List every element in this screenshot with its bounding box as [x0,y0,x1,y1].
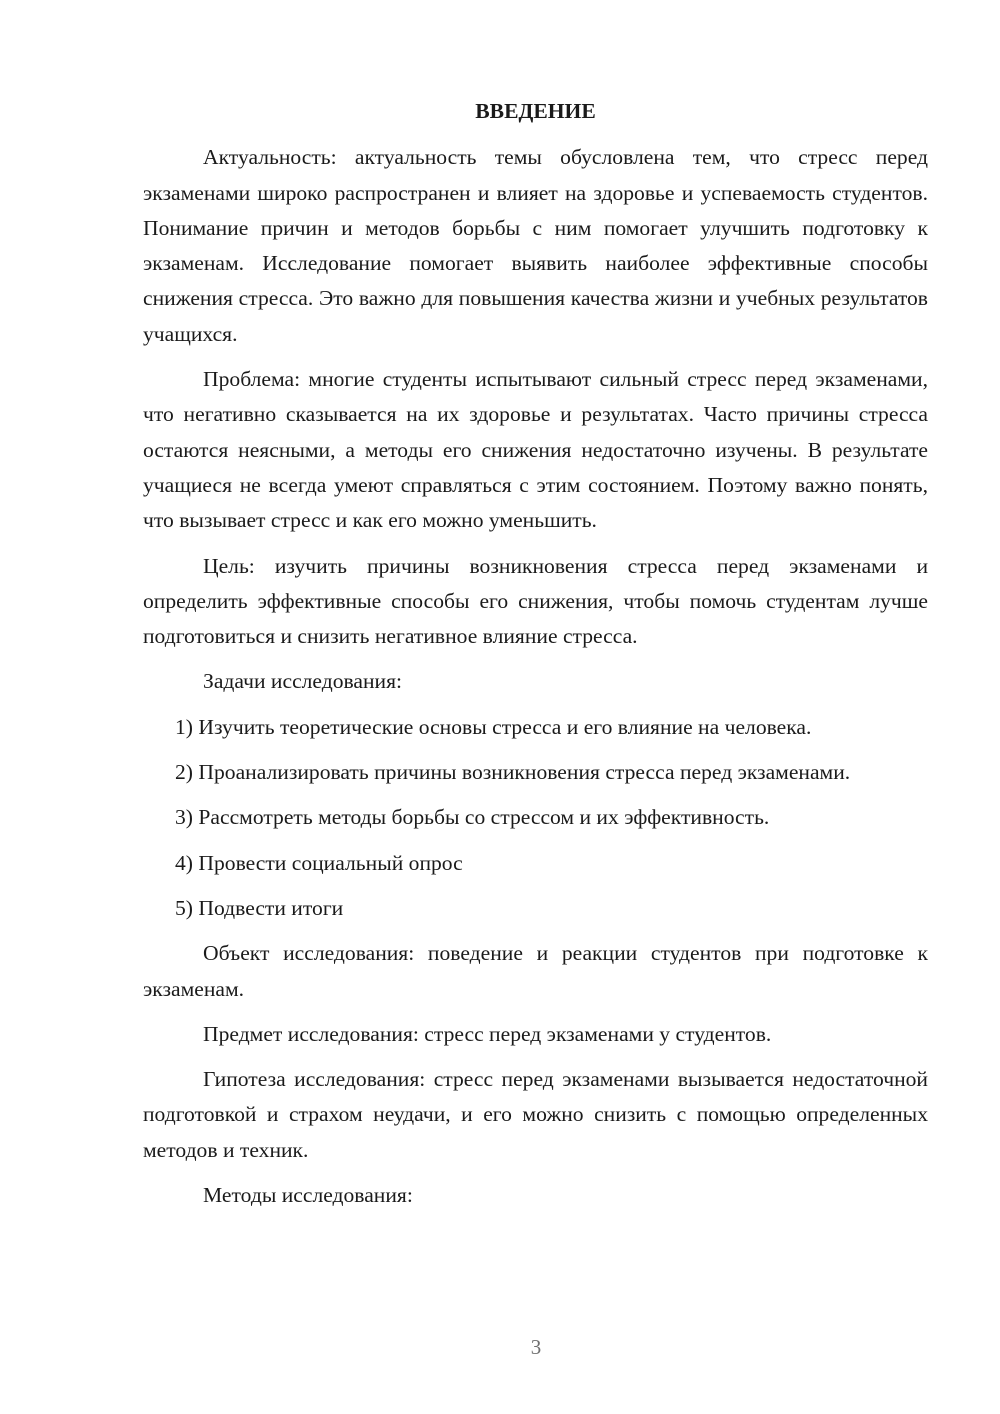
task-item-1: 1) Изучить теоретические основы стресса и его влияние на человека. [175,714,812,739]
paragraph-tasks-title: Задачи исследования: [203,669,403,694]
section-heading: ВВЕДЕНИЕ [475,99,596,123]
paragraph-object: Объект исследования: поведение и реакции студентов при подготовке к экзаменам. [143,941,928,1001]
paragraph-relevance: Актуальность: актуальность темы обусловлена тем, что стресс перед экзаменами широко распространен и влияет на здоровье и успеваемость студентов. Понимание причин и методов борьбы с ним помогает улучшить подготовку к экзаменам. Исследование помогает выявить наиболее эффективные способы снижения стресса. Это важно для повышения качества жизни и учебных результатов учащихся. [143,145,928,346]
paragraph-methods-title: Методы исследования: [203,1183,413,1208]
document-body [143,94,928,1223]
paragraph-subject: Предмет исследования: стресс перед экзаменами у студентов. [203,1021,772,1046]
paragraph-hypothesis: Гипотеза исследования: стресс перед экзаменами вызывается недостаточной подготовкой и страхом неудачи, и его можно снизить с помощью определенных методов и техник. [143,1067,928,1162]
paragraph-goal: Цель: изучить причины возникновения стресса перед экзаменами и определить эффективные способы его снижения, чтобы помочь студентам лучше подготовиться и снизить негативное влияние стресса. [143,553,928,649]
task-item-5: 5) Подвести итоги [175,895,344,920]
page-number: 3 [530,1335,542,1359]
paragraph-problem: Проблема: многие студенты испытывают сильный стресс перед экзаменами, что негативно сказывается на их здоровье и результатах. Часто причины стресса остаются неясными, а методы его снижения недостаточно изучены. В результате учащиеся не всегда умеют справляться с этим состоянием. Поэтому важно понять, что вызывает стресс и как его можно уменьшить. [143,367,928,533]
task-item-2: 2) Проанализировать причины возникновения стресса перед экзаменами. [175,760,851,785]
task-item-4: 4) Провести социальный опрос [175,850,463,875]
task-item-3: 3) Рассмотреть методы борьбы со стрессом и их эффективность. [175,805,770,830]
